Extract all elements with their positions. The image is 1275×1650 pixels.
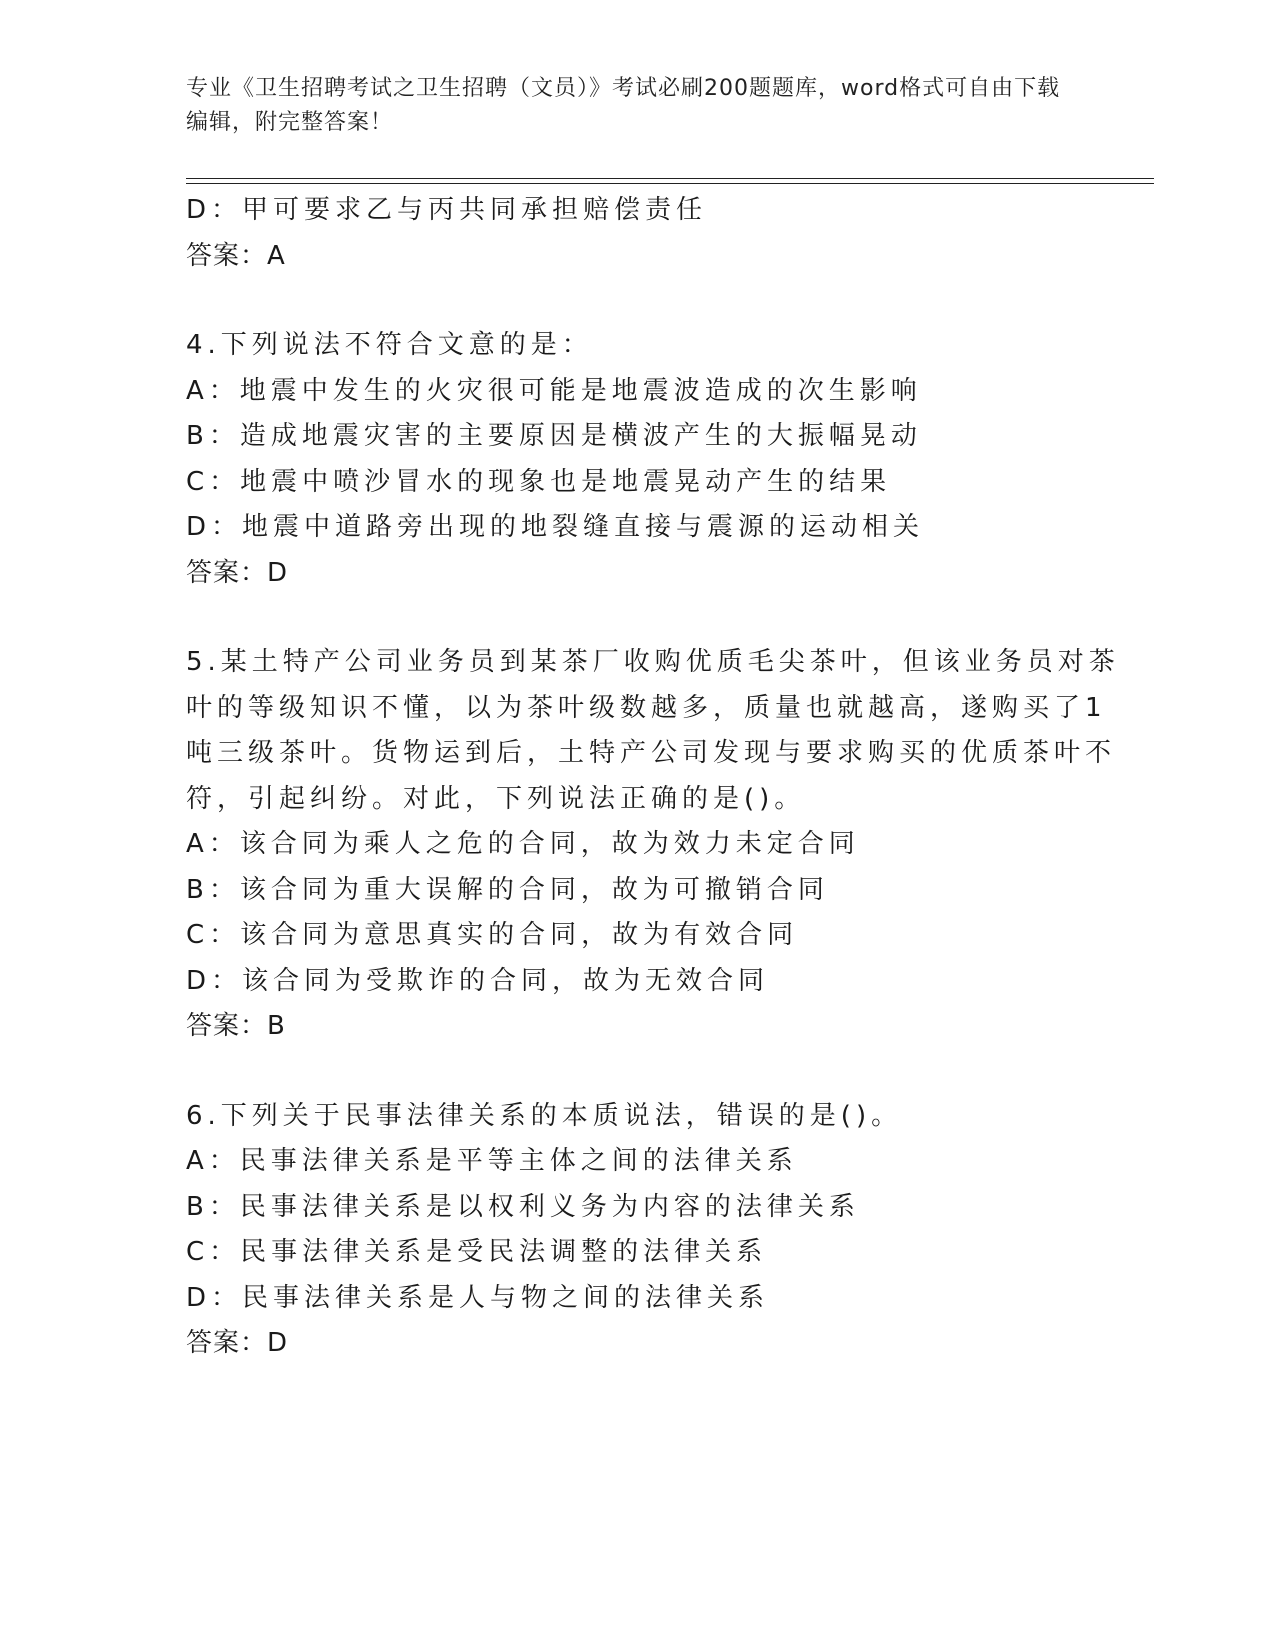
option-d: D：甲可要求乙与丙共同承担赔偿责任 [186, 195, 708, 225]
option-d: D：地震中道路旁出现的地裂缝直接与震源的运动相关 [186, 512, 925, 542]
question-stem-line-3: 吨三级茶叶。货物运到后，土特产公司发现与要求购买的优质茶叶不 [186, 738, 1117, 768]
option-c: C：民事法律关系是受民法调整的法律关系 [186, 1237, 768, 1267]
document-body [186, 188, 1120, 1367]
question-stem-line-4: 符，引起纠纷。对此，下列说法正确的是()。 [186, 783, 806, 814]
page-header [186, 72, 1066, 140]
answer: 答案：D [186, 1328, 289, 1358]
option-d: D：民事法律关系是人与物之间的法律关系 [186, 1282, 770, 1313]
answer: 答案：D [186, 557, 289, 588]
option-a: A：民事法律关系是平等主体之间的法律关系 [186, 1146, 798, 1176]
option-b: B：造成地震灾害的主要原因是横波产生的大振幅晃动 [186, 421, 922, 451]
question-stem: 4.下列说法不符合文意的是： [186, 330, 593, 360]
option-b: B：民事法律关系是以权利义务为内容的法律关系 [186, 1191, 860, 1222]
header-divider-bottom [186, 183, 1154, 184]
option-b: B：该合同为重大误解的合同，故为可撤销合同 [186, 874, 829, 905]
answer: 答案：B [186, 1011, 286, 1041]
question-block-4 [186, 323, 1066, 596]
header-divider-top [186, 178, 1154, 179]
question-block-6 [186, 1094, 1066, 1367]
question-block-3 [186, 188, 1066, 279]
header-title: 专业《卫生招聘考试之卫生招聘（文员）》考试必刷200题题库，word格式可自由下载编辑，附完整答案！ [186, 76, 1061, 135]
option-d: D：该合同为受欺诈的合同，故为无效合同 [186, 965, 770, 996]
question-stem-line-2: 叶的等级知识不懂，以为茶叶级数越多，质量也就越高，遂购买了1 [186, 692, 1107, 723]
question-stem: 6.下列关于民事法律关系的本质说法，错误的是()。 [186, 1100, 903, 1131]
option-a: A：地震中发生的火灾很可能是地震波造成的次生影响 [186, 375, 922, 406]
option-c: C：该合同为意思真实的合同，故为有效合同 [186, 920, 799, 950]
question-block-5 [186, 640, 1120, 1050]
question-stem-line-1: 5.某土特产公司业务员到某茶厂收购优质毛尖茶叶，但该业务员对茶 [186, 647, 1120, 677]
spacer [186, 279, 1066, 323]
option-a: A：该合同为乘人之危的合同，故为效力未定合同 [186, 829, 860, 859]
answer: 答案：A [186, 240, 286, 271]
spacer [186, 1050, 1066, 1094]
spacer [186, 596, 1066, 640]
option-c: C：地震中喷沙冒水的现象也是地震晃动产生的结果 [186, 466, 892, 497]
